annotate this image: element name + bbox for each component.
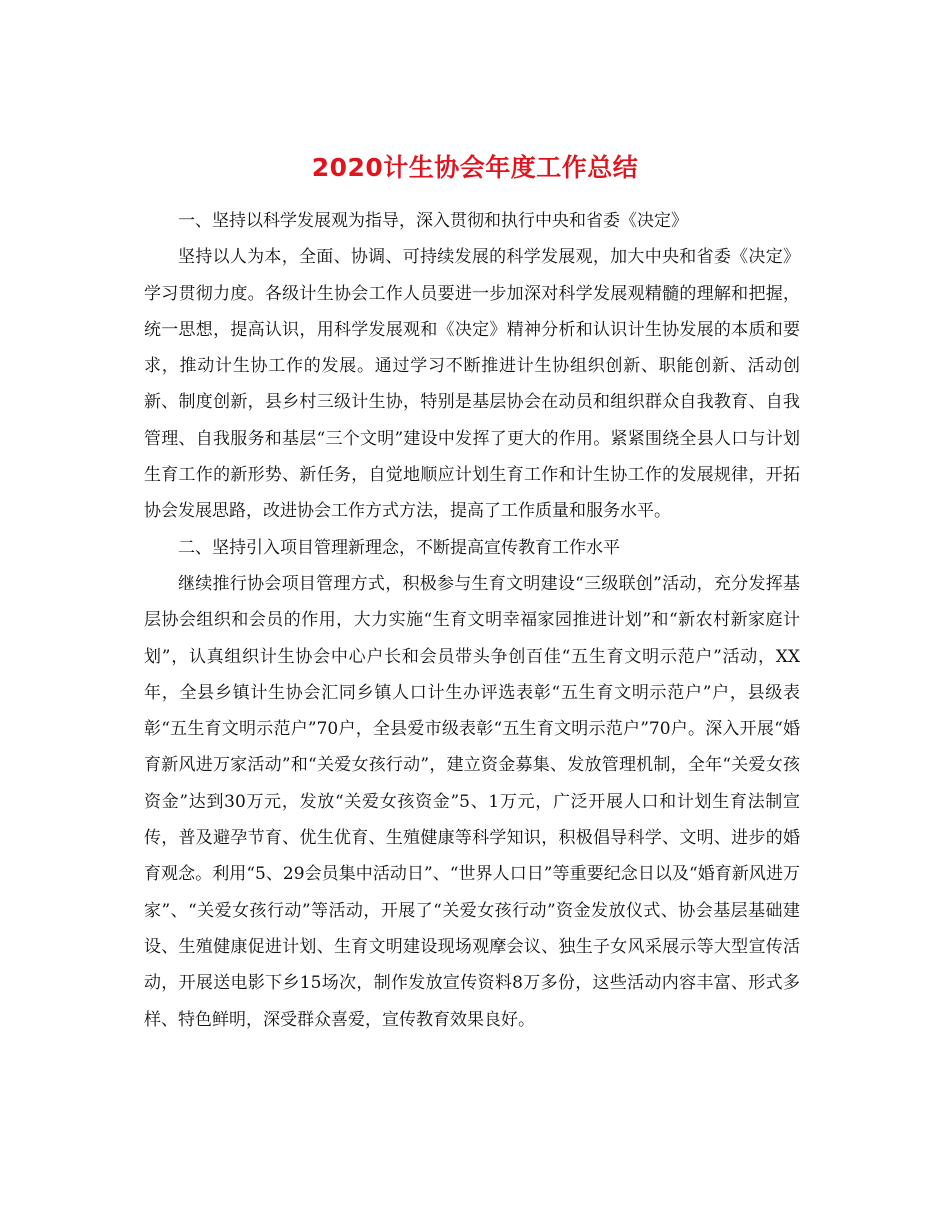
document-body [144, 203, 800, 1038]
section-heading-1: 一、坚持以科学发展观为指导，深入贯彻和执行中央和省委《决定》 [178, 211, 688, 231]
section-heading-2: 二、坚持引入项目管理新理念，不断提高宣传教育工作水平 [178, 537, 620, 558]
paragraph-2: 继续推行协会项目管理方式，积极参与生育文明建设“三级联创”活动，充分发挥基层协会组织和会员的作用，大力实施“生育文明幸福家园推进计划”和“新农村新家庭计划”，认真组织计生协会中心户长和会员带头争创百佳“五生育文明示范户”活动，XX年，全县乡镇计生协会汇同乡镇人口计生办评选表彰“五生育文明示范户”户，县级表彰“五生育文明示范户”70户，全县爱市级表彰“五生育文明示范户”70户。深入开展“婚育新风进万家活动”和“关爱女孩行动”，建立资金募集、发放管理机制，全年“关爱女孩资金”达到30万元，发放“关爱女孩资金”5、1万元，广泛开展人口和计划生育法制宣传，普及避孕节育、优生优育、生殖健康等科学知识，积极倡导科学、文明、进步的婚育观念。利用“5、29会员集中活动日”、“世界人口日”等重要纪念日以及“婚育新风进万家”、“关爱女孩行动”等活动，开展了“关爱女孩行动”资金发放仪式、协会基层基础建设、生殖健康促进计划、生育文明建设现场观摩会议、独生子女风采展示等大型宣传活动，开展送电影下乡15场次，制作发放宣传资料8万多份，这些活动内容丰富、形式多样、特色鲜明，深受群众喜爱，宣传教育效果良好。 [144, 573, 800, 1030]
paragraph-1: 坚持以人为本，全面、协调、可持续发展的科学发展观，加大中央和省委《决定》学习贯彻力度。各级计生协会工作人员要进一步加深对科学发展观精髓的理解和把握，统一思想，提高认识，用科学发展观和《决定》精神分析和认识计生协发展的本质和要求，推动计生协工作的发展。通过学习不断推进计生协组织创新、职能创新、活动创新、制度创新，县乡村三级计生协，特别是基层协会在动员和组织群众自我教育、自我管理、自我服务和基层“三个文明”建设中发挥了更大的作用。紧紧围绕全县人口与计划生育工作的新形势、新任务，自觉地顺应计划生育工作和计生协工作的发展规律，开拓协会发展思路，改进协会工作方式方法，提高了工作质量和服务水平。 [144, 247, 800, 522]
document-title: 2020计生协会年度工作总结 [311, 152, 639, 182]
